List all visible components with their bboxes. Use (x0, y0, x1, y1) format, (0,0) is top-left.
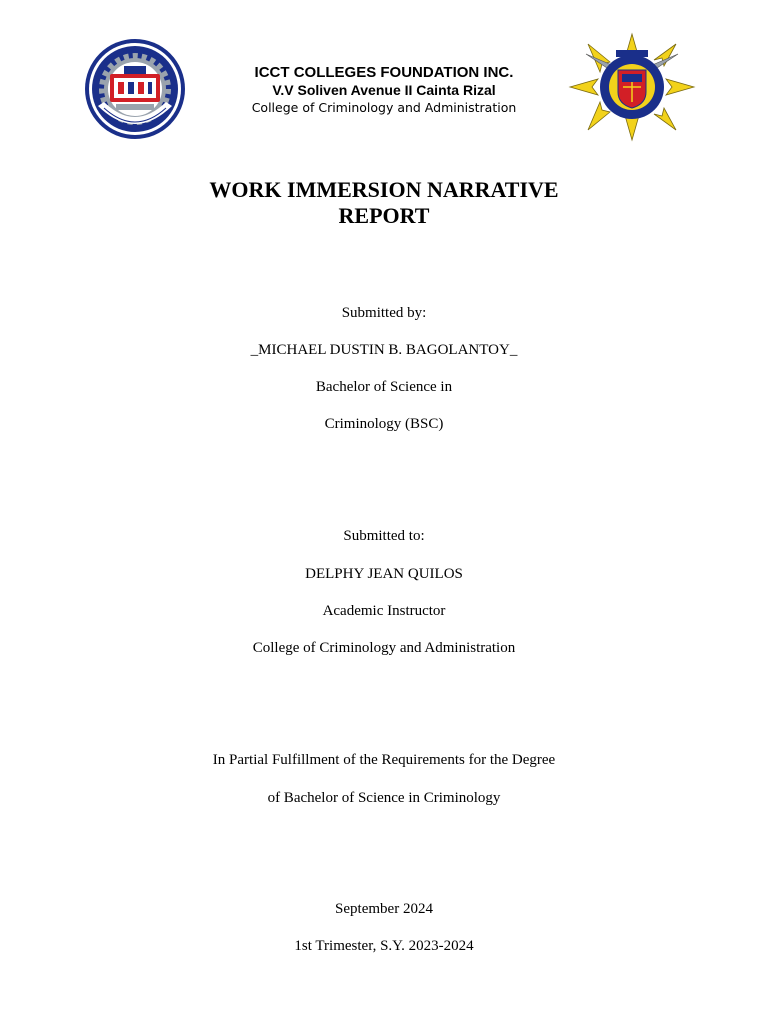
instructor-name: DELPHY JEAN QUILOS (305, 566, 463, 582)
fulfillment-line-1: In Partial Fulfillment of the Requirements for the Degree (212, 752, 556, 768)
submission-date: September 2024 (335, 901, 433, 917)
submitted-by-label: Submitted by: (341, 305, 427, 321)
icct-colleges-seal-icon (84, 38, 186, 140)
program-line-2: Criminology (BSC) (324, 416, 444, 432)
academic-term: 1st Trimester, S.Y. 2023-2024 (294, 938, 474, 954)
institution-heading (200, 64, 568, 116)
letterhead (0, 0, 768, 150)
organization-name: ICCT COLLEGES FOUNDATION INC. (254, 64, 514, 81)
student-name: _MICHAEL DUSTIN B. BAGOLANTOY_ (250, 342, 518, 358)
report-title (150, 177, 618, 229)
instructor-position: Academic Instructor (322, 603, 446, 619)
program-line-1: Bachelor of Science in (315, 379, 453, 395)
fulfillment-line-2: of Bachelor of Science in Criminology (267, 790, 501, 806)
submitted-to-label: Submitted to: (343, 528, 425, 544)
title-line-2: REPORT (338, 203, 430, 228)
title-line-1: WORK IMMERSION NARRATIVE (209, 177, 559, 202)
instructor-college: College of Criminology and Administration (252, 640, 516, 656)
institution-address: V.V Soliven Avenue II Cainta Rizal (272, 82, 496, 98)
criminology-seal-icon (566, 32, 698, 142)
college-name: College of Criminology and Administration (251, 100, 517, 115)
